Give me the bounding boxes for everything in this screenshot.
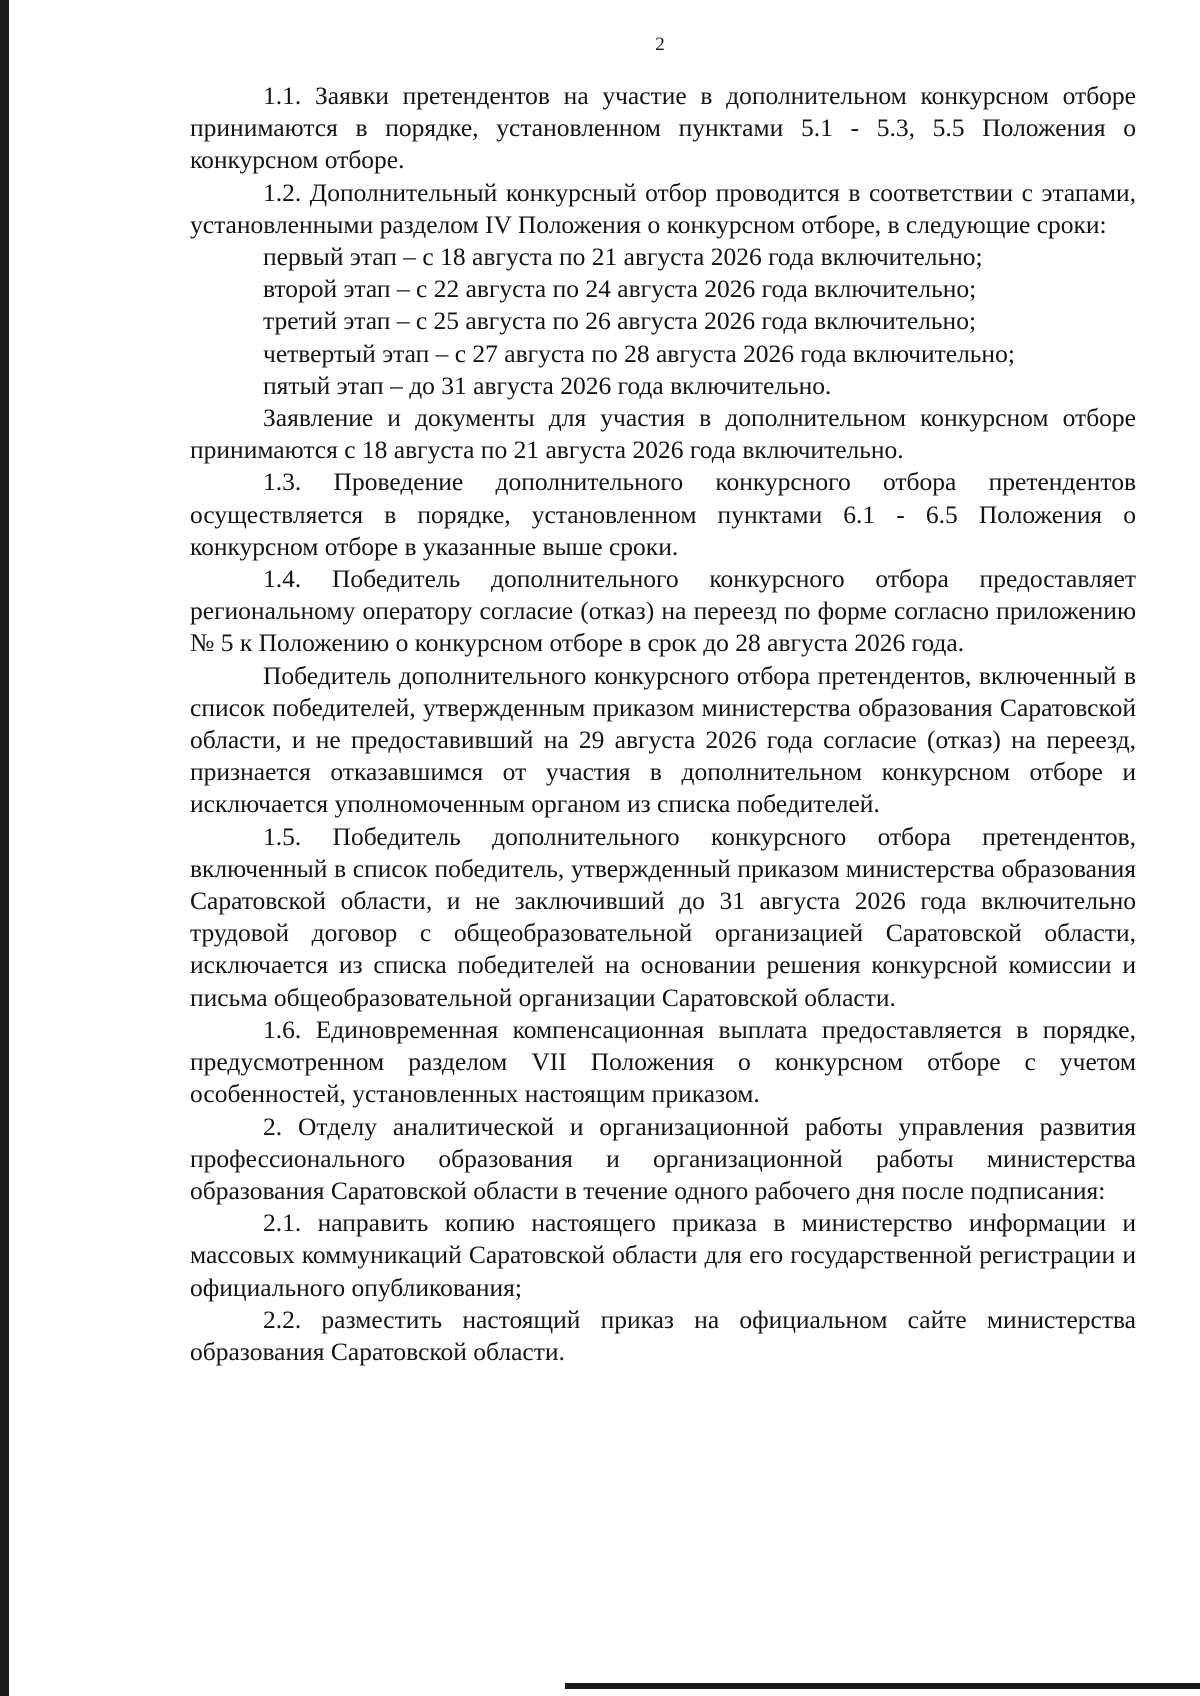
paragraph-1-4: 1.4. Победитель дополнительного конкурсного отбора предоставляет региональному оператору согласие (отказ) на переезд по форме согласно приложению № 5 к Положению о конкурсном отборе в срок до 28 августа 2026 года. — [190, 564, 1136, 658]
stage-4: четвертый этап – с 27 августа по 28 августа 2026 года включительно; — [263, 338, 1015, 368]
scan-edge-left — [0, 0, 9, 1696]
paragraph-1-1: 1.1. Заявки претендентов на участие в дополнительном конкурсном отборе принимаются в порядке, установленном пунктами 5.1 - 5.3, 5.5 Положения о конкурсном отборе. — [190, 81, 1136, 175]
scan-edge-bottom — [565, 1683, 1200, 1689]
paragraph-applications: Заявление и документы для участия в дополнительном конкурсном отборе принимаются с 18 августа по 21 августа 2026 года включительно. — [190, 403, 1136, 465]
stage-3: третий этап – с 25 августа по 26 августа 2026 года включительно; — [263, 306, 977, 336]
page-number: 2 — [655, 34, 665, 55]
stage-2: второй этап – с 22 августа по 24 августа 2026 года включительно; — [263, 274, 977, 304]
paragraph-2-2: 2.2. разместить настоящий приказ на официальном сайте министерства образования Саратовской области. — [190, 1304, 1136, 1366]
stage-1: первый этап – с 18 августа по 21 августа 2026 года включительно; — [263, 242, 983, 272]
paragraph-2: 2. Отделу аналитической и организационной работы управления развития профессионального образования и организационной работы министерства образования Саратовской области в течение одного рабочего дня после подписания: — [190, 1111, 1136, 1205]
stage-5: пятый этап – до 31 августа 2026 года включительно. — [263, 370, 832, 400]
paragraph-1-6: 1.6. Единовременная компенсационная выплата предоставляется в порядке, предусмотренном разделом VII Положения о конкурсном отборе с учетом особенностей, установленных настоящим приказом. — [190, 1014, 1136, 1109]
paragraph-1-2: 1.2. Дополнительный конкурсный отбор проводится в соответствии с этапами, установленными разделом IV Положения о конкурсном отборе, в следующие сроки: — [190, 177, 1136, 239]
paragraph-winner-refusal: Победитель дополнительного конкурсного отбора претендентов, включенный в список победителей, утвержденным приказом министерства образования Саратовской области, и не предоставивший на 29 августа 2026 года согласие (отказ) на переезд, признается отказавшимся от участия в дополнительном конкурсном отборе и исключается уполномоченным органом из списка победителей. — [190, 660, 1136, 819]
paragraph-1-5: 1.5. Победитель дополнительного конкурсного отбора претендентов, включенный в список победитель, утвержденный приказом министерства образования Саратовской области, и не заключивший до 31 августа 2026 года включительно трудовой договор с общеобразовательной организацией Саратовской области, исключается из списка победителей на основании решения конкурсной комиссии и письма общеобразовательной организации Саратовской области. — [190, 821, 1136, 1012]
document-body — [190, 80, 1136, 1368]
paragraph-1-3: 1.3. Проведение дополнительного конкурсного отбора претендентов осуществляется в порядке, установленном пунктами 6.1 - 6.5 Положения о конкурсном отборе в указанные выше сроки. — [190, 467, 1136, 561]
paragraph-2-1: 2.1. направить копию настоящего приказа в министерство информации и массовых коммуникаций Саратовской области для его государственной регистрации и официального опубликования; — [190, 1208, 1136, 1302]
